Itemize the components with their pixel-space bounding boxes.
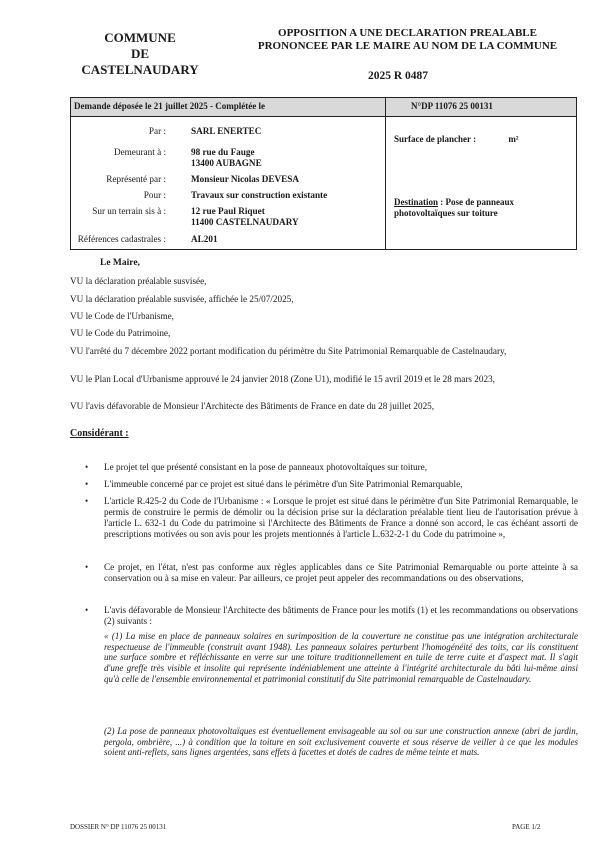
vu-line: VU l'arrêté du 7 décembre 2022 portant modification du périmètre du Site Patrimonial Remarquable de Castelnaudary,: [70, 346, 507, 356]
surface-plancher: [394, 134, 519, 145]
dossier-number: N°DP 11076 25 00131: [411, 101, 493, 111]
surface-unit: m²: [508, 134, 519, 144]
pour-value: Travaux sur construction existante: [191, 190, 328, 200]
considerant-item: L'article R.425-2 du Code de l'Urbanisme : « Lorsque le projet est situé dans le périmètre d'un Site Patrimonial Remarquable, le permis de construire le permis de démolir ou la décision prise sur la déclaration préalable tient lieu de l'autorisation prévue à l'article L. 632-1 du Code du patrimoine si l'Architecte des Bâtiments de France a donné son accord, le cas échéant assorti de prescriptions motivées ou son avis pour les projets mentionnés à l'article L.632-2-1 du Code du patrimoine »,: [104, 496, 578, 539]
bullet: •: [85, 605, 89, 615]
demande-date: Demande déposée le 21 juillet 2025 - Complétée le: [74, 101, 265, 111]
references-label: Références cadastrales :: [77, 234, 166, 244]
destination-value: : Pose de panneaux: [438, 197, 515, 207]
surface-label: Surface de plancher :: [394, 134, 477, 144]
considerant-item: Le projet tel que présenté consistant en la pose de panneaux photovoltaïques sur toiture,: [104, 462, 427, 472]
demeurant-label: Demeurant à :: [113, 147, 166, 157]
vu-line: VU le Code de l'Urbanisme,: [70, 311, 174, 321]
considerant-item: Ce projet, en l'état, n'est pas conforme aux règles applicables dans ce Site Patrimonial Remarquable ou porte atteinte à sa conservation ou à sa mise en valeur. Par ailleurs, ce projet peut appeler des recommandations ou des observations,: [104, 562, 578, 583]
title-line-2: PRONONCEE PAR LE MAIRE AU NOM DE LA COMMUNE: [257, 40, 558, 52]
terrain-line-2: 11400 CASTELNAUDARY: [191, 217, 299, 227]
destination: [394, 197, 514, 208]
vu-line: VU le Code du Patrimoine,: [70, 328, 171, 338]
arrete-reference: 2025 R 0487: [368, 70, 429, 82]
abf-motif-quote: « (1) La mise en place de panneaux solaires en surimposition de la couverture ne constitue pas une intégration architecturale respectueuse de l'immeuble (construit avant 1948). Les panneaux solaires perturbent l'homogénéité des toits, car ils constituent une surface sombre et réfléchissante en verre sur une toiture traditionnellement en tuile de terre cuite et d'aspect mat. Il s'agit d'une greffe très visible et insolite qui représente indéniablement une atteinte à l'intégrité architecturale du bâti lui-même ainsi qu'à celle de l'ensemble environnemental et patrimonial constitutif du Site patrimonial remarquable de Castelnaudary.: [104, 631, 578, 684]
commune-heading: [70, 30, 210, 78]
bullet: •: [85, 496, 89, 506]
bullet: •: [85, 479, 89, 489]
abf-recommendation-quote: (2) La pose de panneaux photovoltaïques est éventuellement envisageable au sol ou sur une construction annexe (abri de jardin, pergola, ombrière, ...) à condition que la toiture en soit exclusivement couverte et sous réserve de veiller à ce que les modules soient anti-reflets, sans lignes argentées, sans effets à facettes et dotés de cadres de même teinte et mats.: [104, 726, 578, 758]
par-value: SARL ENERTEC: [191, 126, 262, 136]
represente-value: Monsieur Nicolas DEVESA: [191, 174, 300, 184]
considerant-heading: Considérant :: [70, 428, 129, 439]
footer-page: PAGE 1/2: [512, 823, 541, 831]
title-line-1: OPPOSITION A UNE DECLARATION PREALABLE: [278, 27, 537, 39]
references-value: AL201: [191, 234, 218, 244]
le-maire: Le Maire,: [100, 258, 140, 268]
represente-label: Représenté par :: [106, 174, 166, 184]
terrain-line-1: 12 rue Paul Riquet: [191, 206, 265, 216]
commune-line-1: COMMUNE: [104, 30, 176, 45]
bullet: •: [85, 562, 89, 572]
terrain-label: Sur un terrain sis à :: [92, 206, 166, 216]
par-label: Par :: [148, 126, 166, 136]
info-box-divider: [385, 98, 386, 249]
considerant-item: L'avis défavorable de Monsieur l'Architecte des bâtiments de France pour les motifs (1) et les recommandations ou observations (2) suivants :: [104, 605, 578, 626]
bullet: •: [85, 462, 89, 472]
dossier-info-box: [70, 97, 577, 250]
vu-line: VU la déclaration préalable susvisée, affichée le 25/07/2025,: [70, 294, 294, 304]
destination-label: Destination: [394, 197, 439, 207]
commune-line-3: CASTELNAUDARY: [81, 62, 199, 77]
footer-dossier: DOSSIER N° DP 11076 25 00131: [70, 823, 167, 831]
commune-line-2: DE: [130, 46, 150, 61]
vu-line: VU la déclaration préalable susvisée,: [70, 276, 207, 286]
demeurant-line-2: 13400 AUBAGNE: [191, 158, 262, 168]
destination-line-2: photovoltaïques sur toiture: [394, 208, 498, 218]
vu-line: VU le Plan Local d'Urbanisme approuvé le 24 janvier 2018 (Zone U1), modifié le 15 avril 2019 et le 28 mars 2023,: [70, 374, 495, 384]
document-title: [245, 27, 570, 53]
pour-label: Pour :: [143, 190, 166, 200]
considerant-item: L'immeuble concerné par ce projet est situé dans le périmètre d'un Site Patrimonial Remarquable,: [104, 479, 463, 489]
demeurant-line-1: 98 rue du Fauge: [191, 147, 255, 157]
vu-line: VU l'avis défavorable de Monsieur l'Architecte des Bâtiments de France en date du 28 juillet 2025,: [70, 401, 435, 411]
